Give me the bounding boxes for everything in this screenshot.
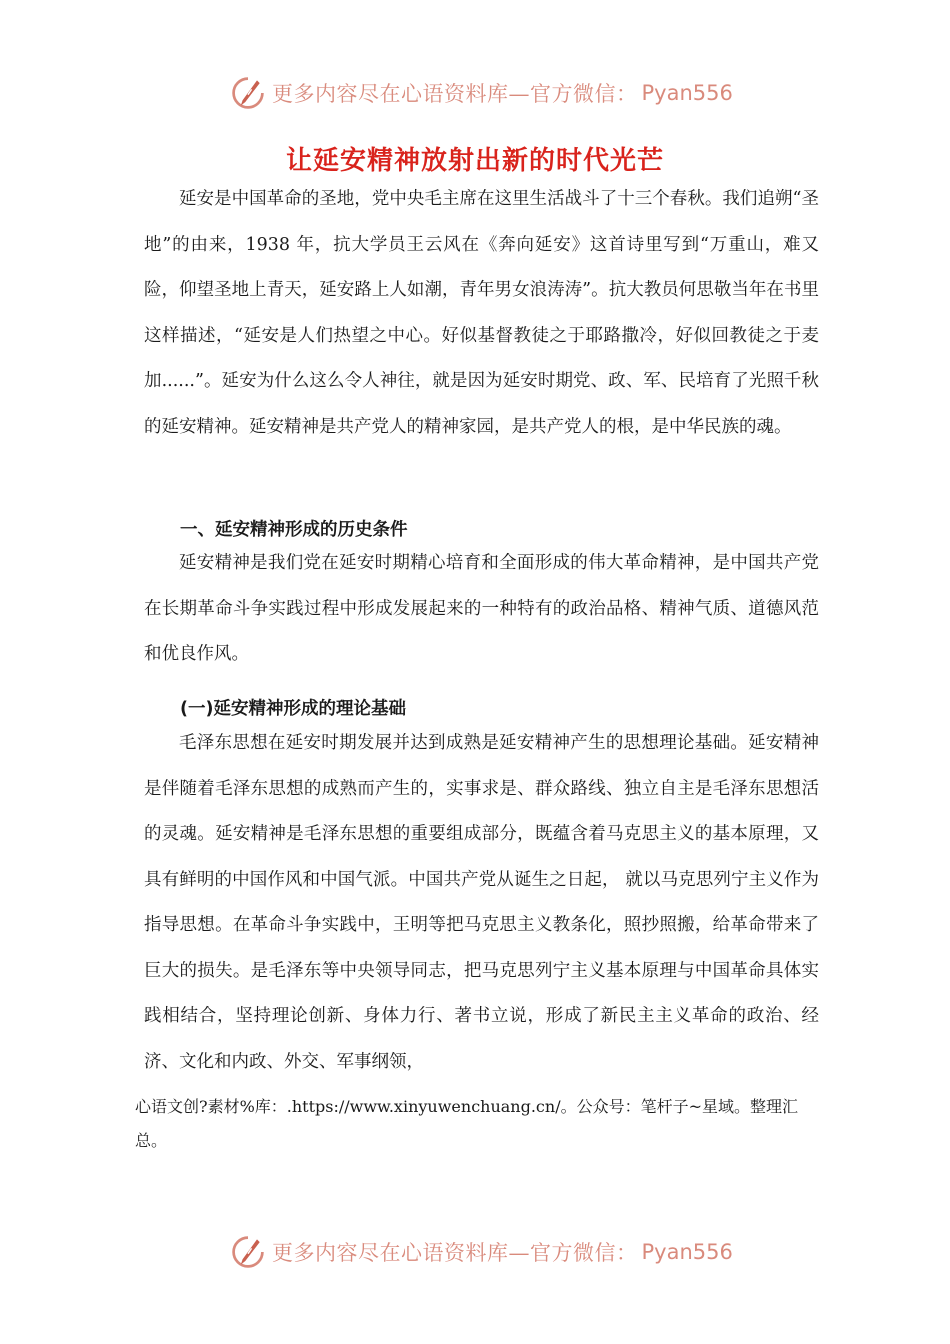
source-note: 心语文创?素材%库：.https://www.xinyuwenchuang.cn/。公众号：笔杆子~星域。整理汇总。 (135, 1097, 798, 1150)
quill-logo-icon (230, 75, 266, 111)
banner-text: 更多内容尽在心语资料库—官方微信： (272, 82, 638, 106)
section-heading-1: 一、延安精神形成的历史条件 (180, 520, 408, 540)
section-body-2: 毛泽东思想在延安时期发展并达到成熟是延安精神产生的思想理论基础。延安精神是伴随着毛泽东思想的成熟而产生的，实事求是、群众路线、独立自主是毛泽东思想活的灵魂。延安精神是毛泽东思想的重要组成部分，既蕴含着马克思主义的基本原理，又具有鲜明的中国作风和中国气派。中国共产党从诞生之日起， 就以马克思列宁主义作为指导思想。在革命斗争实践中，王明等把马克思主义教条化，照抄照搬，给革命带来了巨大的损失。是毛泽东等中央领导同志，把马克思列宁主义基本原理与中国革命具体实践相结合，坚持理论创新、身体力行、著书立说，形成了新民主主义革命的政治、经济、文化和内政、外交、军事纲领， (144, 733, 819, 1072)
footer-banner (230, 1232, 733, 1272)
section-body-1: 延安精神是我们党在延安时期精心培育和全面形成的伟大革命精神，是中国共产党在长期革命斗争实践过程中形成发展起来的一种特有的政治品格、精神气质、道德风范和优良作风。 (144, 553, 819, 664)
section-heading-2: (一)延安精神形成的理论基础 (180, 699, 406, 719)
header-banner (230, 73, 733, 113)
banner-wechat-id: Pyan556 (641, 1240, 733, 1264)
banner-text: 更多内容尽在心语资料库—官方微信： (272, 1241, 638, 1265)
banner-wechat-id: Pyan556 (641, 81, 733, 105)
page-title: 让延安精神放射出新的时代光芒 (285, 146, 664, 176)
intro-paragraph: 延安是中国革命的圣地，党中央毛主席在这里生活战斗了十三个春秋。我们追朔“圣地”的由来，1938 年，抗大学员王云风在《奔向延安》这首诗里写到“万重山，难又险，仰望圣地上青天，延安路上人如潮，青年男女浪涛涛”。抗大教员何思敬当年在书里这样描述，“延安是人们热望之中心。好似基督教徒之于耶路撒冷，好似回教徒之于麦加......”。延安为什么这么令人神往，就是因为延安时期党、政、军、民培育了光照千秋的延安精神。延安精神是共产党人的精神家园，是共产党人的根，是中华民族的魂。 (144, 189, 819, 437)
quill-logo-icon (230, 1234, 266, 1270)
